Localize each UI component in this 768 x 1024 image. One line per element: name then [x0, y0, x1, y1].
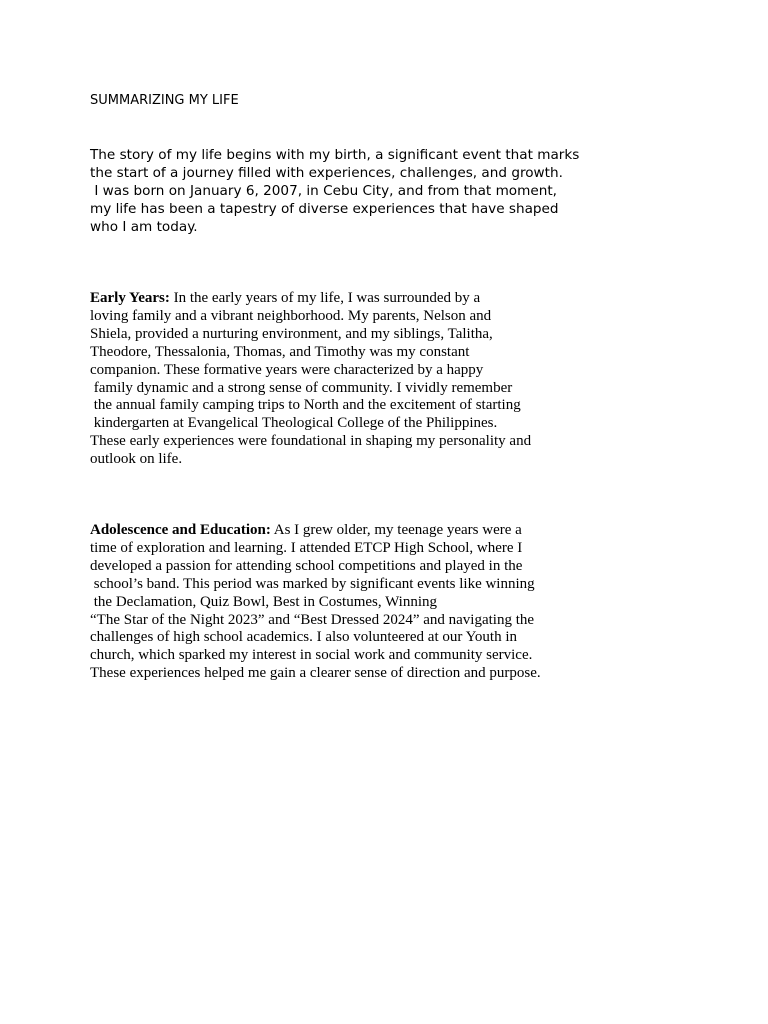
paragraph-first-line — [90, 290, 531, 308]
paragraph-text: As I grew older, my teenage years were a — [270, 522, 522, 538]
paragraph-line: loving family and a vibrant neighborhood. My parents, Nelson and — [90, 307, 492, 324]
page-title: SUMMARIZING MY LIFE — [90, 93, 239, 108]
early-years-paragraph — [90, 290, 531, 469]
paragraph-first-line — [90, 522, 541, 540]
paragraph-line: the Declamation, Quiz Bowl, Best in Costumes, Winning — [90, 593, 437, 610]
section-heading: Adolescence and Education: — [90, 522, 271, 538]
paragraph-line: the annual family camping trips to North and the excitement of starting — [90, 397, 521, 414]
paragraph-line: school’s band. This period was marked by significant events like winning — [90, 575, 535, 592]
intro-line: I was born on January 6, 2007, in Cebu City, and from that moment, — [90, 183, 557, 199]
paragraph-text: In the early years of my life, I was surrounded by a — [169, 290, 481, 306]
paragraph-line: time of exploration and learning. I attended ETCP High School, where I — [90, 539, 523, 556]
intro-paragraph — [90, 146, 579, 236]
paragraph-line: companion. These formative years were characterized by a happy — [90, 361, 484, 378]
paragraph-line: challenges of high school academics. I also volunteered at our Youth in — [90, 629, 517, 646]
paragraph-line: These experiences helped me gain a clearer sense of direction and purpose. — [90, 665, 541, 682]
section-heading: Early Years: — [90, 290, 170, 306]
paragraph-line: Theodore, Thessalonia, Thomas, and Timothy was my constant — [90, 343, 470, 360]
paragraph-line: These early experiences were foundational in shaping my personality and — [90, 433, 532, 450]
paragraph-line: “The Star of the Night 2023” and “Best Dressed 2024” and navigating the — [90, 611, 535, 628]
paragraph-line: church, which sparked my interest in social work and community service. — [90, 647, 533, 664]
paragraph-line: kindergarten at Evangelical Theological College of the Philippines. — [90, 415, 498, 432]
paragraph-line: developed a passion for attending school competitions and played in the — [90, 557, 523, 574]
intro-line: who I am today. — [90, 219, 198, 235]
adolescence-paragraph — [90, 522, 541, 683]
intro-line: my life has been a tapestry of diverse experiences that have shaped — [90, 201, 559, 217]
paragraph-line: outlook on life. — [90, 451, 183, 468]
intro-line: the start of a journey filled with experiences, challenges, and growth. — [90, 165, 563, 181]
paragraph-line: family dynamic and a strong sense of community. I vividly remember — [90, 379, 513, 396]
intro-line: The story of my life begins with my birth, a significant event that marks — [90, 147, 580, 163]
paragraph-line: Shiela, provided a nurturing environment, and my siblings, Talitha, — [90, 325, 493, 342]
